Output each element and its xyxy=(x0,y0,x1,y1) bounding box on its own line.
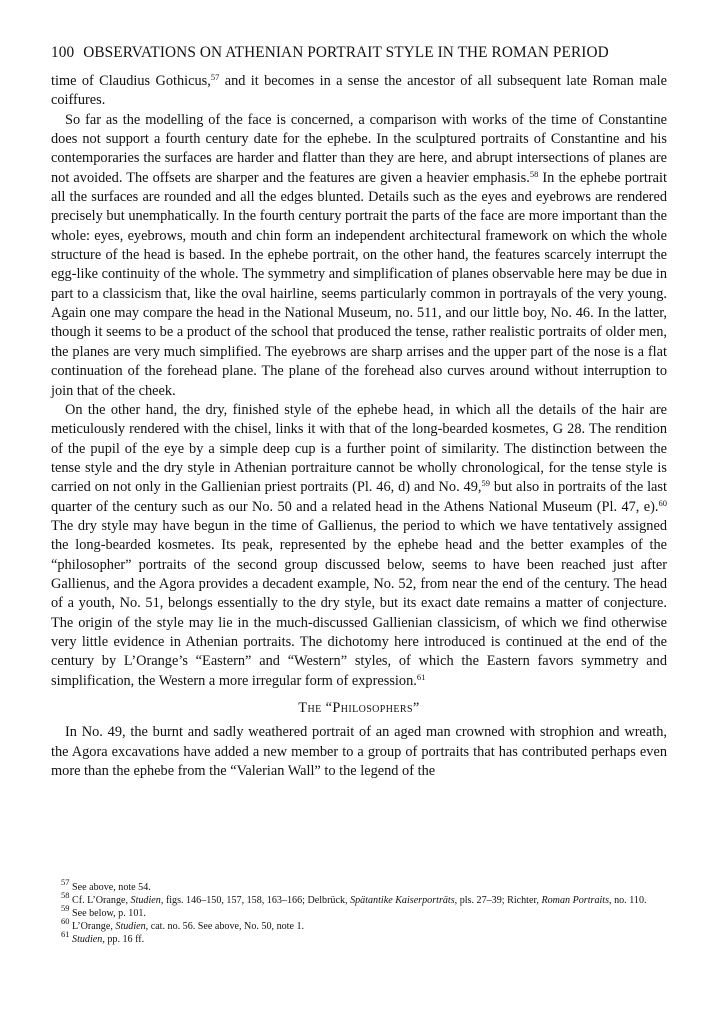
footnote-title: Studien xyxy=(72,934,103,946)
footnote xyxy=(51,877,667,894)
footnote xyxy=(51,916,667,933)
footnote-ref: 59 xyxy=(481,478,490,489)
footnote-text: See below, p. 101. xyxy=(72,908,146,920)
running-title: OBSERVATIONS ON ATHENIAN PORTRAIT STYLE IN THE ROMAN PERIOD xyxy=(83,44,609,61)
paragraph-text: In No. 49, the burnt and sadly weathered portrait of an aged man crowned with strophion and wreath, the Agora excavations have added a new member to a group of portraits that has contributed perhaps even more than the ephebe from the “Valerian Wall” to the legend of the xyxy=(51,724,667,780)
footnote xyxy=(51,890,667,907)
footnotes xyxy=(51,877,667,946)
footnote-text: , no. 110. xyxy=(609,895,647,907)
footnote-title: Studien xyxy=(115,921,146,933)
footnote-text: , pp. 16 ff. xyxy=(102,934,145,946)
footnote-ref: 57 xyxy=(210,72,220,82)
paragraph-2 xyxy=(51,111,667,401)
paragraph-text: time of Claudius Gothicus, xyxy=(51,73,211,89)
footnote-ref: 61 xyxy=(416,671,426,682)
footnote-title: Spätantike Kaiserporträts xyxy=(350,895,455,907)
section-subheading: The “Philosophers” xyxy=(298,700,420,716)
footnote-text: , pls. 27–39; Richter, xyxy=(454,895,542,907)
running-header xyxy=(51,44,671,62)
paragraph-text: In the ephebe portrait all the surfaces are rounded and all the edges blunted. Details such as the eyes and eyebrows are rendered precisely but unemphatically. In the fourth century portrait the parts of the face are more important than the whole: eyes, eyebrows, mouth and chin form an independent architectural framework on which the whole structure of the head is based. In the ephebe portrait, on the other hand, the features scarcely interrupt the egg-like continuity of the whole. The symmetry and simplification of planes observable here may be due in part to a classicism that, like the oval hairline, seems particularly common in portrayals of the very young. Again one may compare the head in the National Museum, no. 511, and our little boy, No. 46. In the latter, though it seems to be a product of the school that produced the tense, rather realistic portraits of older men, the planes are very much simplified. The eyebrows are sharp arrises and the upper part of the nose is a flat continuation of the forehead plane. The plane of the forehead also curves around without interruption to join that of the cheek. xyxy=(51,169,667,399)
paragraph-4 xyxy=(51,723,667,781)
footnote xyxy=(51,929,667,946)
footnote-title: Roman Portraits xyxy=(541,895,610,907)
footnote-text: L’Orange, xyxy=(72,921,116,933)
paragraph-text: but also in portraits of the last quarter of the century such as our No. 50 and a related head in the Athens National Museum (Pl. 47, e). xyxy=(51,479,667,515)
footnote-number: 60 xyxy=(61,916,70,927)
footnote-ref: 60 xyxy=(658,497,667,508)
page-number: 100 xyxy=(51,44,75,61)
footnote-number: 57 xyxy=(61,877,70,887)
paragraph-text: On the other hand, the dry, finished style of the ephebe head, in which all the details of the hair are meticulously rendered with the chisel, links it with that of the long-bearded kosmetes, G 28. The rendition of the pupil of the eye by a simple deep cup is a further point of similarity. The distinction between the tense style and the dry style in Athenian portraiture cannot be wholly chronological, for the tense style is carried on not only in the Gallienian priest portraits (Pl. 46, d) and No. 49, xyxy=(51,401,667,496)
footnote-number: 59 xyxy=(61,903,70,914)
footnote-text: , cat. no. 56. See above, No. 50, note 1. xyxy=(145,921,305,933)
paragraph-text: and it becomes in a sense the ancestor of all subsequent late Roman male coiffures. xyxy=(51,73,667,109)
footnote-number: 58 xyxy=(61,890,70,901)
paragraph-1 xyxy=(51,72,667,111)
main-text xyxy=(51,72,667,781)
footnote-text: Cf. L’Orange, xyxy=(72,895,131,907)
footnote-text: See above, note 54. xyxy=(72,882,151,893)
paragraph-text: The dry style may have begun in the time of Gallienus, the period to which we have tentatively assigned the long-bearded kosmetes. Its peak, represented by the ephebe head and the better examples of the “philosopher” portraits of the second group discussed below, seems to have been reached just after Gallienus, and the Agora provides a decadent example, No. 52, from near the end of the century. The head of a youth, No. 51, belongs essentially to the dry style, but its exact date remains a matter of conjecture. The origin of the style may lie in the much-discussed Gallienian classicism, of which we find otherwise very little evidence in Athenian portraits. The dichotomy here introduced is continued at the end of the century by L’Orange’s “Eastern” and “Western” styles, of which the Eastern favors symmetry and simplification, the Western a more irregular form of expression. xyxy=(51,517,667,689)
footnote-number: 61 xyxy=(61,929,70,940)
footnote-text: , figs. 146–150, 157, 158, 163–166; Delbrück, xyxy=(160,895,351,907)
footnote xyxy=(51,903,667,920)
paragraph-text: So far as the modelling of the face is concerned, a comparison with works of the time of Constantine does not support a fourth century date for the ephebe. In the sculptured portraits of Constantine and his contemporaries the surfaces are harder and flatter than they are here, and abrupt intersections of planes are not avoided. The offsets are sharper and the features are given a heavier emphasis. xyxy=(51,111,667,186)
paragraph-3 xyxy=(51,401,667,691)
footnote-title: Studien xyxy=(130,895,161,907)
footnote-ref: 58 xyxy=(529,168,539,179)
